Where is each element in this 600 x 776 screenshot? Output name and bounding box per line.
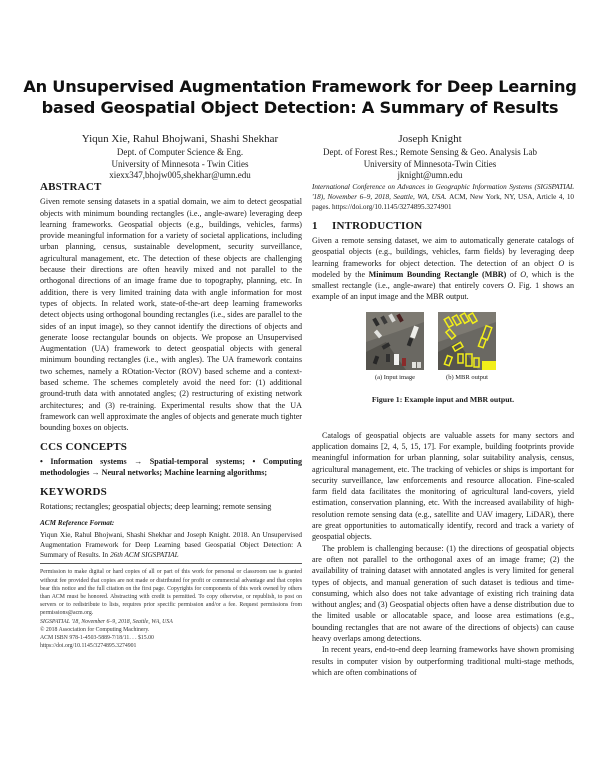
intro-paragraph-3: The problem is challenging because: (1) the directions of geospatial objects are often not parallel to the orthogonal axes of an image frame; (2) the availability of training dataset with annotated angles is very limited for general types of objects, and manual generation of such dataset is tedious and time-consuming, which also does not take advantage of existing rich training data without angles; and (3) Geospatial objects often have a dense distribution due to the limited usable or allocatable space, and loose area estimations (e.g., bounding rectangles that are not aware of the directions of objects) can cause heavy overlaps among detections. [312, 543, 574, 644]
acm-reference-heading: ACM Reference Format: [40, 519, 115, 528]
abstract-text: Given remote sensing datasets in a spatial domain, we aim to detect geospatial objects with minimum bounding rectangles (i.e., angle-aware) leveraging deep learning frameworks. Geospatial objects (e.g., buildings, vehicles, farms) provide meaningful information for a variety of societal applications, including urban planning, census, sustainable development, security surveillance, agricultural management, etc. The detection of these objects are challenging because their directions are often heavily mixed and not parallel to the orthogonal directions of an image frame due to topography, planning, etc. In addition, there is very limited training data with angle information for most types of objects. In related work, state-of-the-art deep learning frameworks detect objects using orthogonal bounding rectangles (i.e., sides are parallel to the sides of an input image), so they cannot identify the directions of objects and generate loose rectangular bounds on objects. We propose an Unsupervised Augmentation (UA) framework to detect geospatial objects with general minimum bounding rectangles (i.e., with angles). The UA framework contains two schemes, namely a ROtation-Vector (ROV) based scheme and a context-based scheme. The schemes completely avoid the need for: (1) additional ground-truth data with annotated angles; (2) restructuring of existing network architectures; and (3) re-training. Experimental results show that the UA framework can well approximate the angles of objects and generate much tighter bounding boxes on objects. [40, 197, 302, 433]
copyright-line: © 2018 Association for Computing Machinery. [40, 626, 150, 633]
author-block-1 [60, 133, 300, 182]
author-block-2 [300, 133, 560, 182]
acm-reference-text [40, 530, 302, 561]
keywords-heading: KEYWORDS [40, 485, 107, 498]
section-title: INTRODUCTION [332, 219, 423, 232]
intro-paragraph-1: Given a remote sensing dataset, we aim to automatically generate catalogs of geospatial objects (e.g., buildings, vehicles, farm fields) by leveraging deep learning frameworks for object detection. The detection of an object O is modeled by the Minimum Bounding Rectangle (MBR) of O, which is the smallest rectangle (i.e., angle-aware) that entirely covers O. Fig. 1 shows an example of an input image and the MBR output. [312, 235, 574, 302]
author-univ: University of Minnesota-Twin Cities [363, 158, 497, 169]
ccs-heading: CCS CONCEPTS [40, 440, 128, 453]
author-email: jknight@umn.edu [397, 170, 463, 181]
ccs-text: • Information systems → Spatial-temporal systems; • Computing methodologies → Neural networks; Machine learning algorithms; [40, 456, 302, 478]
subfigure-a-caption: (a) Input image [374, 373, 416, 381]
mbr-output-image [438, 312, 496, 370]
author-names: Joseph Knight [398, 133, 462, 145]
author-names: Yiqun Xie, Rahul Bhojwani, Shashi Shekhar [81, 133, 279, 145]
acm-reference-venue: 26th ACM SIGSPATIAL [110, 551, 179, 560]
author-email: xiexx347,bhojw005,shekhar@umn.edu [109, 170, 251, 181]
subfigure-b-caption: (b) MBR output [446, 373, 488, 381]
introduction-heading [312, 221, 574, 232]
doi-link[interactable]: https://doi.org/10.1145/3274895.3274901 [40, 643, 137, 650]
isbn-line: ACM ISBN 978-1-4503-5889-7/18/11. . . $15.00 [40, 634, 154, 641]
left-column [40, 182, 302, 650]
intro-paragraph-2: Catalogs of geospatial objects are valuable assets for many sectors and application domains [2, 4, 5, 15, 17]. For example, building footprints provide meaningful information for urban planning, solar suitability analysis, census, agricultural management, etc. The tracking of vehicles or ships is important for security surveillance, law enforcements and resource allocation. Fine-scaled farm field data facilitates the monitoring of agricultural land-covers, yield estimation, conservation planning, etc. With the increased availability of high-resolution remote sensing data (e.g., satellite and UAV imagery, LiDAR), there are great opportunities to automatically identify, record and track a variety of geospatial objects. [312, 430, 574, 542]
intro-paragraph-4: In recent years, end-to-end deep learning frameworks have shown promising results in computer vision by outperforming traditional multi-stage methods, which are often combinations of [312, 645, 574, 677]
figure-caption: Figure 1: Example input and MBR output. [371, 394, 515, 404]
keywords-text: Rotations; rectangles; geospatial objects; deep learning; remote sensing [40, 502, 272, 512]
author-dept: Dept. of Computer Science & Eng. [116, 147, 244, 157]
figure-1 [312, 312, 574, 430]
acm-reference-tail: ACM, New York, NY, USA, Article 4, 10 pages. https://doi.org/10.1145/3274895.3274901 [312, 193, 575, 212]
section-number: 1 [312, 219, 318, 232]
acm-reference-continued: International Conference on Advances in Geographic Information Systems (SIGSPATIAL '18), November 6–9, 2018, Seattle, WA, USA. ACM, New York, NY, USA, Article 4, 10 pages. https://doi.org/10.1145/3274895.3274901 [312, 183, 575, 212]
acm-reference-body: Yiqun Xie, Rahul Bhojwani, Shashi Shekhar and Joseph Knight. 2018. An Unsupervised Augmentation Framework for Deep Learning based Geospatial Object Detection: A Summary of Results. In [40, 530, 302, 560]
title-line-2: based Geospatial Object Detection: A Summary of Results [41, 98, 559, 117]
author-univ: University of Minnesota - Twin Cities [111, 158, 249, 169]
author-dept: Dept. of Forest Res.; Remote Sensing & Geo. Analysis Lab [323, 147, 537, 157]
input-image [366, 312, 424, 370]
right-column [312, 182, 574, 678]
permission-conf-line [40, 618, 302, 626]
footnote-divider [40, 563, 302, 564]
abstract-heading: ABSTRACT [40, 181, 102, 193]
permission-notice: Permission to make digital or hard copies of all or part of this work for personal or classroom use is granted without fee provided that copies are not made or distributed for profit or commercial advantage and that copies bear this notice and the full citation on the first page. Copyrights for components of this work owned by others than ACM must be honored. Abstracting with credit is permitted. To copy otherwise, or republish, to post on servers or to redistribute to lists, requires prior specific permission and/or a fee. Request permissions from permissions@acm.org. [40, 569, 302, 617]
paper-title [0, 76, 600, 118]
conf-line-text: SIGSPATIAL '18, November 6–9, 2018, Seattle, WA, USA [40, 618, 173, 625]
title-line-1: An Unsupervised Augmentation Framework for Deep Learning [23, 77, 577, 96]
